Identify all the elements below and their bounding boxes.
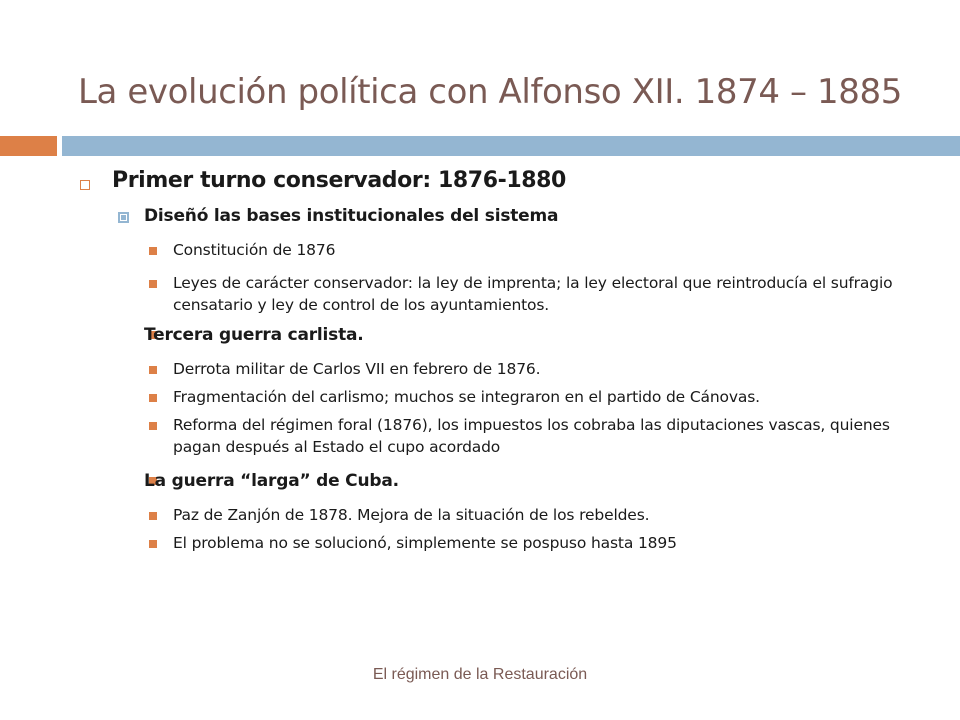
bullet-icon (149, 422, 157, 430)
bullet-icon (149, 247, 157, 255)
list-item: Fragmentación del carlismo; muchos se integraron en el partido de Cánovas. (173, 388, 760, 406)
bullet-icon (149, 366, 157, 374)
outline-heading: Primer turno conservador: 1876-1880 (112, 168, 566, 193)
list-item: Derrota militar de Carlos VII en febrero de 1876. (173, 360, 541, 378)
list-item: El problema no se solucionó, simplemente se pospuso hasta 1895 (173, 534, 677, 552)
list-item: Paz de Zanjón de 1878. Mejora de la situación de los rebeldes. (173, 506, 650, 524)
section-label: La guerra “larga” de Cuba. (144, 471, 399, 491)
bullet-icon (149, 280, 157, 288)
slide-footer: El régimen de la Restauración (372, 666, 588, 683)
hollow-square-bullet-icon (80, 180, 90, 190)
section-label: Tercera guerra carlista. (144, 325, 364, 345)
bullet-icon (149, 394, 157, 402)
bullet-icon (149, 512, 157, 520)
slide-title: La evolución política con Alfonso XII. 1874 – 1885 (78, 72, 902, 112)
square-bullet-icon (118, 212, 129, 223)
list-item: Reforma del régimen foral (1876), los impuestos los cobraba las diputaciones vascas, quienes pagan después al Estado el cupo acordado (173, 416, 890, 456)
section-label: Diseñó las bases institucionales del sistema (144, 206, 559, 226)
list-item: Constitución de 1876 (173, 241, 336, 259)
list-item: Leyes de carácter conservador: la ley de imprenta; la ley electoral que reintroducía el sufragio censatario y ley de control de los ayuntamientos. (173, 274, 893, 314)
bullet-icon (149, 540, 157, 548)
